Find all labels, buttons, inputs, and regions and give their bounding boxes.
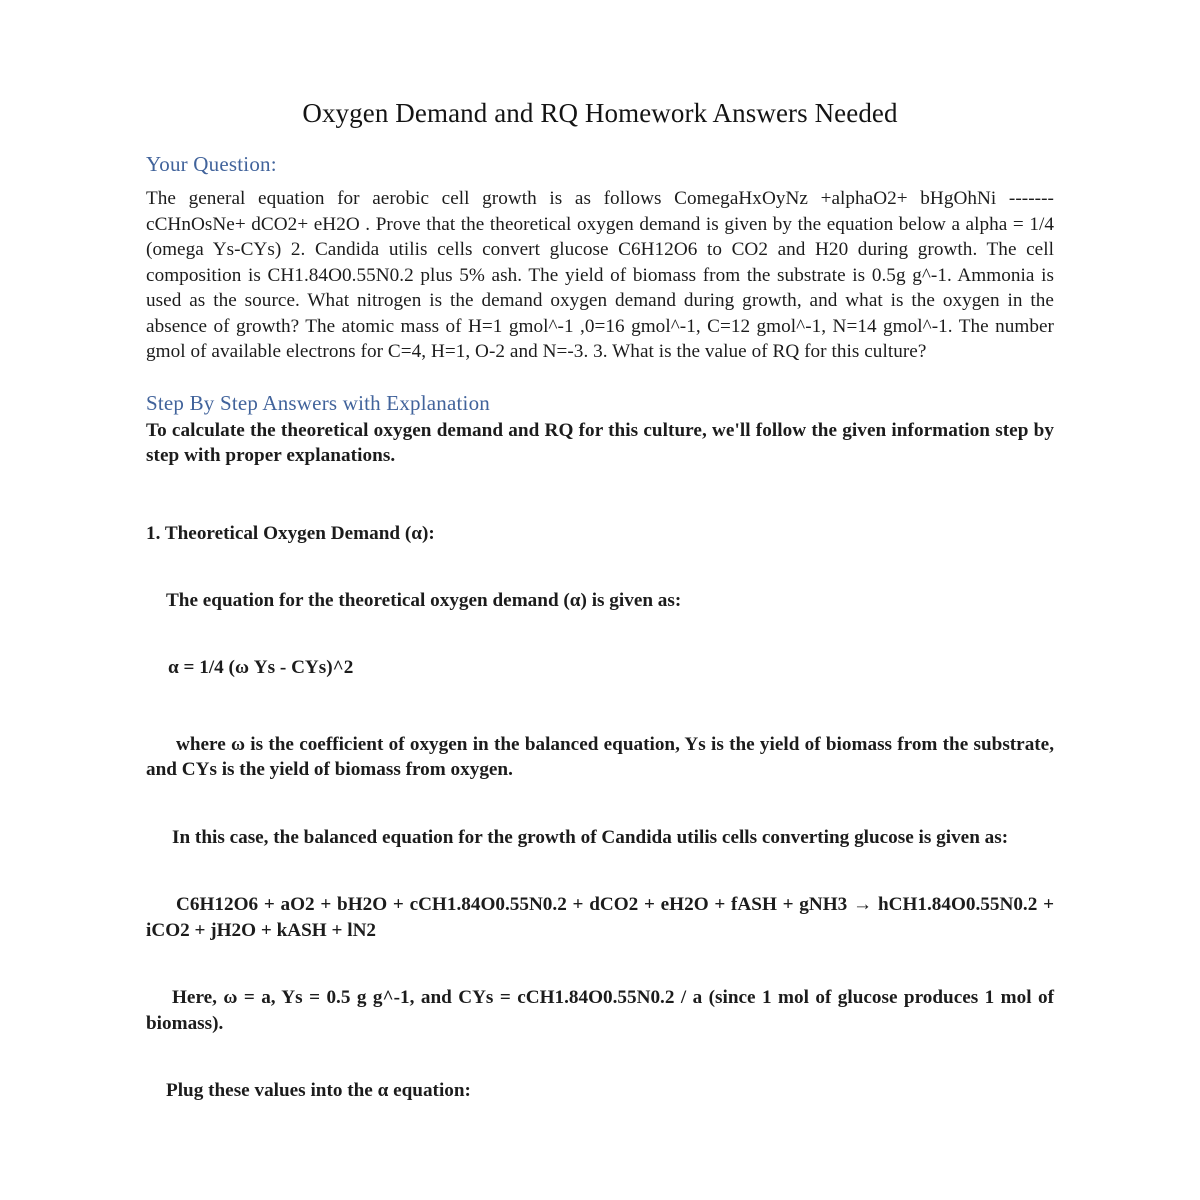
- balanced-equation-intro-paragraph: In this case, the balanced equation for the growth of Candida utilis cells converting glucose is given as:: [172, 826, 1009, 848]
- alpha-equation: α = 1/4 (ω Ys - CYs)^2: [168, 656, 354, 678]
- spacer: [146, 680, 1054, 732]
- spacer: [146, 1036, 1054, 1078]
- where-definition-paragraph: where ω is the coefficient of oxygen in the balanced equation, Ys is the yield of biomass from the substrate, and CYs is the yield of biomass from oxygen.: [146, 733, 1054, 781]
- spacer: [146, 943, 1054, 985]
- answer-section-heading: Step By Step Answers with Explanation: [146, 390, 490, 415]
- step-1-title: 1. Theoretical Oxygen Demand (α):: [146, 522, 435, 544]
- spacer: [146, 546, 1054, 588]
- spacer: [146, 613, 1054, 655]
- answer-intro-paragraph: To calculate the theoretical oxygen demand and RQ for this culture, we'll follow the given information step by step with proper explanations.: [146, 419, 1054, 467]
- balanced-equation: C6H12O6 + aO2 + bH2O + cCH1.84O0.55N0.2 + dCO2 + eH2O + fASH + gNH3 → hCH1.84O0.55N0.2 + iCO2 + jH2O + kASH + lN2: [146, 894, 1054, 941]
- step-1-intro-line: The equation for the theoretical oxygen demand (α) is given as:: [166, 589, 682, 611]
- plug-values-line: Plug these values into the α equation:: [166, 1080, 471, 1102]
- document-content: [146, 98, 1054, 1103]
- here-values-paragraph: Here, ω = a, Ys = 0.5 g g^-1, and CYs = cCH1.84O0.55N0.2 / a (since 1 mol of glucose produces 1 mol of biomass).: [146, 987, 1054, 1034]
- spacer: [146, 783, 1054, 825]
- question-paragraph: The general equation for aerobic cell growth is as follows ComegaHxOyNz +alphaO2+ bHgOhNi ------- cCHnOsNe+ dCO2+ eH2O . Prove that the theoretical oxygen demand is given by the equation below a alpha = 1/4 (omega Ys-CYs) 2. Candida utilis cells convert glucose C6H12O6 to CO2 and H20 during growth. The cell composition is CH1.84O0.55N0.2 plus 5% ash. The yield of biomass from the substrate is 0.5g g^-1. Ammonia is used as the source. What nitrogen is the demand oxygen demand during growth, and what is the oxygen in the absence of growth? The atomic mass of H=1 gmol^-1 ,0=16 gmol^-1, C=12 gmol^-1, N=14 gmol^-1. The number gmol of available electrons for C=4, H=1, O-2 and N=-3. 3. What is the value of RQ for this culture?: [146, 188, 1054, 363]
- page-title: Oxygen Demand and RQ Homework Answers Needed: [302, 98, 898, 128]
- question-section-heading: Your Question:: [146, 151, 277, 176]
- spacer: [146, 469, 1054, 521]
- spacer: [146, 850, 1054, 892]
